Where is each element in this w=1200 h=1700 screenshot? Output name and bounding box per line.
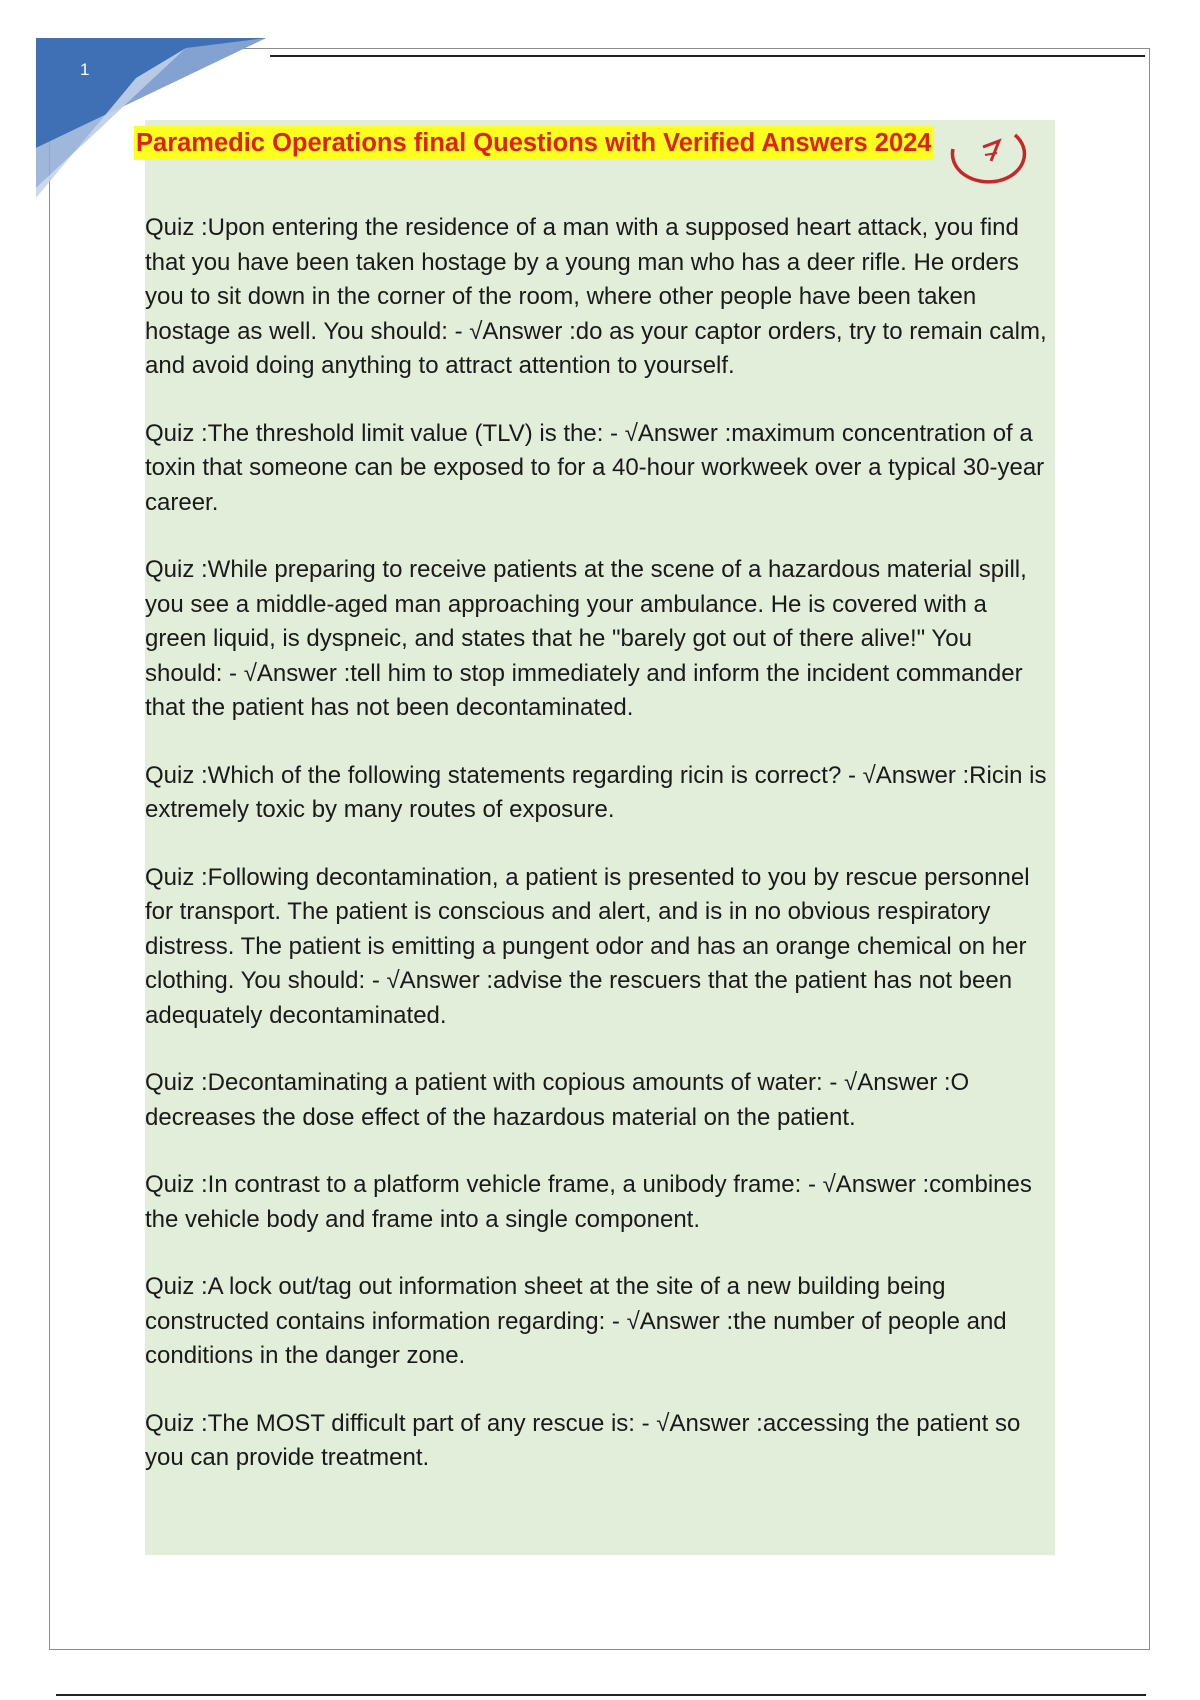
quiz-item: Quiz :While preparing to receive patients at the scene of a hazardous material spill, you see a middle-aged man approaching your ambulance. He is covered with a green liquid, is dyspneic, and states that he "barely got out of there alive!" You should: - √Answer :tell him to stop immediately and inform the incident commander that the patient has not been decontaminated. <box>145 556 1027 721</box>
quiz-item: Quiz :The MOST difficult part of any rescue is: - √Answer :accessing the patient so you can provide treatment. <box>145 1409 1021 1471</box>
quiz-item: Quiz :Decontaminating a patient with copious amounts of water: - √Answer :O decreases the dose effect of the hazardous material on the patient. <box>145 1069 970 1131</box>
quiz-item: Quiz :The threshold limit value (TLV) is the: - √Answer :maximum concentration of a toxin that someone can be exposed to for a 40-hour workweek over a typical 30-year career. <box>145 419 1045 516</box>
footer-rule <box>56 1694 1146 1696</box>
stamp-seal-icon <box>945 125 1030 200</box>
quiz-item: Quiz :In contrast to a platform vehicle frame, a unibody frame: - √Answer :combines the vehicle body and frame into a single component. <box>145 1171 1032 1233</box>
header-rule <box>270 55 1145 57</box>
quiz-list <box>145 211 1050 1509</box>
quiz-item: Quiz :Which of the following statements regarding ricin is correct? - √Answer :Ricin is extremely toxic by many routes of exposure. <box>145 761 1047 823</box>
quiz-item: Quiz :Following decontamination, a patient is presented to you by rescue personnel for transport. The patient is conscious and alert, and is in no obvious respiratory distress. The patient is emitting a pungent odor and has an orange chemical on her clothing. You should: - √Answer :advise the rescuers that the patient has not been adequately decontaminated. <box>145 863 1030 1029</box>
quiz-item: Quiz :A lock out/tag out information sheet at the site of a new building being constructed contains information regarding: - √Answer :the number of people and conditions in the danger zone. <box>145 1273 1007 1369</box>
quiz-item: Quiz :Upon entering the residence of a man with a supposed heart attack, you find that you have been taken hostage by a young man who has a deer rifle. He orders you to sit down in the corner of the room, where other people have been taken hostage as well. You should: - √Answer :do as your captor orders, try to remain calm, and avoid doing anything to attract attention to yourself. <box>145 214 1047 379</box>
page-title: Paramedic Operations final Questions with Verified Answers 2024 <box>134 126 934 160</box>
page-number: 1 <box>80 60 90 79</box>
